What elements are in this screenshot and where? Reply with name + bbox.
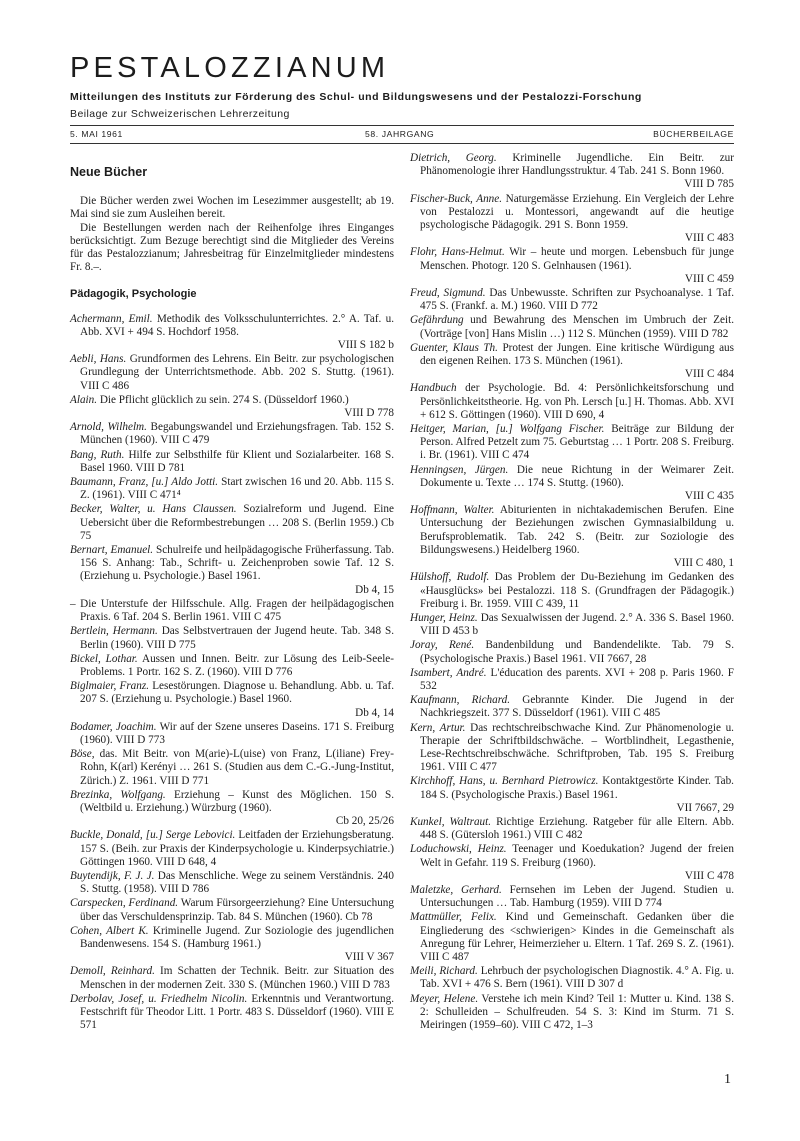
book-entry xyxy=(410,722,734,775)
book-details: Methodik des Volksschulunterrichtes. 2.° A. Taf. u. Abb. XVI + 494 S. Hochdorf 1958. xyxy=(80,312,394,338)
book-details: Schulreife und heilpädagogische Früherfassung. Tab. 156 S. Anhang: Tab., Schrift- u. Zeichenproben sowie Taf. 12 S. (Erziehung u. Psychologie.) Basel 1961. xyxy=(80,544,394,583)
book-author: Becker, Walter, u. Hans Claussen. xyxy=(70,503,237,516)
book-details: Das rechtschreibschwache Kind. Zur Phänomenologie u. Therapie der Schriftbildschwäche. – Wortblindheit, Legasthenie, Lese-Rechtschreibschwäche. Schriftproben, Tab. 195 S. Freiburg 1961. VIII C 477 xyxy=(420,721,734,774)
book-details: Begabungswandel und Erziehungsfragen. Tab. 152 S. München (1960). VIII C 479 xyxy=(80,421,394,447)
book-entry xyxy=(70,993,394,1033)
issue-date: 5. MAI 1961 xyxy=(70,129,123,139)
book-entry xyxy=(410,246,734,286)
book-entry xyxy=(410,667,734,693)
book-entry xyxy=(70,789,394,829)
book-entry xyxy=(70,503,394,543)
book-details: Protest der Jungen. Eine kritische Würdigung aus den eigenen Reihen. 173 S. München (1961). xyxy=(420,341,734,368)
book-author: Bang, Ruth. xyxy=(70,448,125,461)
book-author: Maletzke, Gerhard. xyxy=(410,883,502,896)
book-author: Freud, Sigmund. xyxy=(410,287,486,300)
book-details: Richtige Erziehung. Ratgeber für alle Eltern. Abb. 448 S. (Gütersloh 1961.) VIII C 482 xyxy=(420,815,734,842)
book-author: Bickel, Lothar. xyxy=(70,652,138,665)
book-entry xyxy=(70,394,394,420)
book-details: Sozialreform und Jugend. Eine Uebersicht über die Reformbestrebungen … 208 S. (Berlin 1959.) Cb 75 xyxy=(80,503,394,542)
book-author: Biglmaier, Franz. xyxy=(70,680,150,693)
right-column xyxy=(410,152,734,1033)
book-details: Das Problem der Du-Beziehung im Gedanken des «Hausglücks» bei Pestalozzi. 118 S. (Grundfragen der Pädagogik.) Freiburg i. Br. 1959. VIII C 439, 11 xyxy=(420,571,734,610)
book-author: Kunkel, Waltraut. xyxy=(410,815,492,828)
book-details: L'éducation des parents. XVI + 208 p. Paris 1960. F 532 xyxy=(420,666,734,692)
call-number: VIII C 480, 1 xyxy=(673,557,734,570)
book-author: Buckle, Donald, [u.] Serge Lebovici. xyxy=(70,829,236,842)
book-entry xyxy=(70,870,394,896)
book-author: Kern, Artur. xyxy=(410,721,466,734)
book-details: Leitfaden der Erziehungsberatung. 157 S. (Beih. zur Praxis der Kinderpsychologie u. Kinderpsychiatrie.) Göttingen 1960. VIII D 648, 4 xyxy=(80,829,394,868)
book-details: Abiturienten in nichtakademischen Berufen. Eine Untersuchung der Beziehungen zwischen Gymnasialbildung u. Berufsproblematik. Tab. 242 S. (Beitr. zur Soziologie des Bildungswesens.) Heidelberg 1960. xyxy=(420,504,734,556)
book-entry xyxy=(70,544,394,597)
book-details: Kind und Gemeinschaft. Gedanken über die Eingliederung des <schwierigen> Kindes in die Gemeinschaft als Anregung für Lehrer, Heimerzieher u. Eltern. 1 Taf. 269 S. Z. (1961). VIII C 487 xyxy=(420,911,734,963)
call-number: VIII C 483 xyxy=(684,232,734,245)
intro-paragraph: Die Bestellungen werden nach der Reihenfolge ihres Einganges berücksichtigt. Zum Bezuge berechtigt sind die Mitglieder des Vereins für das Pestalozzianum; Jahresbeitrag für Einzelmitglieder mindestens Fr. 8.–. xyxy=(70,221,394,274)
call-number: VIII S 182 b xyxy=(337,339,394,352)
book-details: Start zwischen 16 und 20. Abb. 115 S. Z. (1961). VIII C 471⁴ xyxy=(80,476,394,502)
book-author: Böse, xyxy=(70,748,95,761)
publication-title: PESTALOZZIANUM xyxy=(70,52,390,84)
book-details: Erkenntnis und Verantwortung. Festschrift für Theodor Litt. 1 Portr. 483 S. Düsseldorf (1960). VIII E 571 xyxy=(80,992,394,1032)
book-entry xyxy=(410,993,734,1033)
book-author: Flohr, Hans-Helmut. xyxy=(410,246,505,259)
book-entry xyxy=(410,816,734,842)
book-entry xyxy=(70,829,394,869)
book-entry xyxy=(70,598,394,624)
book-author: Arnold, Wilhelm. xyxy=(70,421,147,434)
book-details: das. Mit Beitr. von M(arie)-L(uise) von Franz, L(iliane) Frey-Rohn, K(arl) Kerényi … 261 S. (Studien aus dem C.-G.-Jung-Institut, Zürich.) Z. 1961. VIII D 771 xyxy=(80,748,394,787)
book-author: Bertlein, Hermann. xyxy=(70,625,158,638)
issue-year: 58. JAHRGANG xyxy=(365,129,435,139)
book-author: Fischer-Buck, Anne. xyxy=(410,192,503,205)
book-author: Buytendijk, F. J. J. xyxy=(70,869,155,882)
book-author: Loduchowski, Heinz. xyxy=(410,843,507,856)
book-entry xyxy=(70,965,394,991)
call-number: VIII C 478 xyxy=(684,869,734,882)
book-details: Die Pflicht glücklich zu sein. 274 S. (Düsseldorf 1960.) xyxy=(97,393,349,406)
book-details: Kontaktgestörte Kinder. Tab. 184 S. (Psychologische Praxis.) Basel 1961. xyxy=(420,775,734,801)
book-author: Gefährdung xyxy=(410,314,464,327)
book-details: Teenager und Koedukation? Jugend der freien Welt in Gefahr. 119 S. Freiburg (1960). xyxy=(420,843,734,869)
book-entry xyxy=(410,884,734,910)
book-author: Heitger, Marian, [u.] Wolfgang Fischer. xyxy=(410,423,605,436)
book-entry xyxy=(70,625,394,651)
book-details: Kriminelle Jugend. Zur Soziologie des jugendlichen Bandenwesens. 154 S. (Hamburg 1961.) xyxy=(80,924,394,950)
book-details: Gebrannte Kinder. Die Jugend in der Nachkriegszeit. 377 S. Düsseldorf (1961). VIII C 485 xyxy=(420,694,735,720)
book-entry xyxy=(410,612,734,638)
book-details: Die neue Richtung in der Weimarer Zeit. Dokumente u. Texte … 174 S. Stuttg. (1960). xyxy=(420,463,734,489)
book-details: Fernsehen im Leben der Jugend. Studien u. Untersuchungen … Tab. Hamburg (1959). VIII D 774 xyxy=(420,883,735,910)
book-details: Lehrbuch der psychologischen Diagnostik. 4.° A. Fig. u. Tab. XVI + 476 S. Bern (1961). VIII D 307 d xyxy=(420,965,734,991)
book-details: Naturgemässe Erziehung. Ein Vergleich der Lehre von Pestalozzi u. Montessori, angewandt auf die heutige psychologische Pädagogik. 291 S. Bonn 1959. xyxy=(420,192,734,232)
book-author: Demoll, Reinhard. xyxy=(70,965,155,978)
book-details: Das Unbewusste. Schriften zur Psychoanalyse. 1 Taf. 475 S. (Frankf. a. M.) 1960. VIII D 772 xyxy=(420,287,734,313)
book-entry xyxy=(70,680,394,720)
book-entry xyxy=(410,843,734,883)
book-author: Henningsen, Jürgen. xyxy=(410,463,509,476)
book-entry xyxy=(410,504,734,570)
book-details: Das Menschliche. Wege zu seinem Verständnis. 240 S. Stuttg. (1958). VIII D 786 xyxy=(80,869,394,896)
book-entry xyxy=(410,287,734,313)
call-number: VIII C 484 xyxy=(684,368,734,381)
intro-text xyxy=(70,195,394,274)
book-author: Isambert, André. xyxy=(410,666,487,679)
book-entry xyxy=(410,571,734,611)
book-details: Wir auf der Szene unseres Daseins. 171 S. Freiburg (1960). VIII D 773 xyxy=(80,720,394,746)
book-entry xyxy=(70,721,394,747)
book-author: Dietrich, Georg. xyxy=(410,152,497,164)
book-details: Aussen und Innen. Beitr. zur Lösung des Leib-Seele-Problems. 1 Portr. 162 S. Z. (1960). VIII D 776 xyxy=(80,652,394,678)
book-author: Joray, René. xyxy=(410,639,475,652)
book-list-right xyxy=(410,152,734,1032)
book-details: Wir – heute und morgen. Lebensbuch für junge Menschen. Photogr. 120 S. Gelnhausen (1961). xyxy=(420,246,734,272)
issue-section: BÜCHERBEILAGE xyxy=(653,129,734,139)
call-number: VIII D 785 xyxy=(684,178,734,191)
book-entry xyxy=(410,423,734,463)
call-number: VIII D 778 xyxy=(344,407,394,420)
book-author: Achermann, Emil. xyxy=(70,312,153,325)
book-entry xyxy=(410,911,734,964)
book-details: Verstehe ich mein Kind? Teil 1: Mutter u. Kind. 138 S. 2: Schulleiden – Schulfreuden. 54 S. 3: Kind im Sturm. 71 S. Meiringen (1959–60). VIII C 472, 1–3 xyxy=(420,992,734,1031)
call-number: Db 4, 14 xyxy=(355,706,394,719)
book-details: Lesestörungen. Diagnose u. Behandlung. Abb. u. Taf. 207 S. (Erziehung u. Psychologie.) Basel 1960. xyxy=(80,680,395,706)
book-author: Hülshoff, Rudolf. xyxy=(410,571,490,584)
category-heading: Pädagogik, Psychologie xyxy=(70,288,197,301)
section-heading: Neue Bücher xyxy=(70,165,148,179)
book-author: Bodamer, Joachim. xyxy=(70,720,157,733)
page-number: 1 xyxy=(724,1072,731,1087)
book-details: Im Schatten der Technik. Beitr. zur Situation des Menschen in der modernen Zeit. 330 S. (München 1960.) VIII D 783 xyxy=(80,965,394,991)
book-details: der Psychologie. Bd. 4: Persönlichkeitsforschung und Persönlichkeitstheorie. Hg. von Ph. Lersch [u.] H. Thomas. Abb. XVI + 612 S. Göttingen (1960). VIII D 690, 4 xyxy=(420,382,734,421)
book-author: Bernart, Emanuel. xyxy=(70,544,154,557)
book-entry xyxy=(70,476,394,502)
book-entry xyxy=(70,353,394,393)
book-details: – Die Unterstufe der Hilfsschule. Allg. Fragen der heilpädagogischen Praxis. 6 Taf. 204 S. Berlin 1961. VIII C 475 xyxy=(70,597,394,624)
book-author: Aebli, Hans. xyxy=(70,353,127,366)
book-author: Mattmüller, Felix. xyxy=(410,911,497,924)
book-author: Cohen, Albert K. xyxy=(70,924,149,937)
book-author: Hunger, Heinz. xyxy=(410,611,478,624)
book-details: Erziehung – Kunst des Möglichen. 150 S. (Weltbild u. Erziehung.) Würzburg (1960). xyxy=(80,788,394,814)
book-author: Kirchhoff, Hans, u. Bernhard Pietrowicz. xyxy=(410,775,599,788)
book-entry xyxy=(410,152,734,192)
book-entry xyxy=(410,342,734,382)
book-author: Carspecken, Ferdinand. xyxy=(70,897,179,910)
book-entry xyxy=(70,925,394,965)
issue-bar xyxy=(70,128,734,140)
book-author: Handbuch xyxy=(410,382,457,395)
book-entry xyxy=(410,464,734,504)
book-author: Baumann, Franz, [u.] Aldo Jotti. xyxy=(70,476,219,489)
book-details: Hilfe zur Selbsthilfe für Klient und Sozialarbeiter. 168 S. Basel 1960. VIII D 781 xyxy=(80,448,394,474)
left-column xyxy=(70,152,394,1033)
book-author: Meili, Richard. xyxy=(410,965,478,978)
call-number: VII 7667, 29 xyxy=(676,801,734,814)
book-details: Grundformen des Lehrens. Ein Beitr. zur psychologischen Grundlegung der Unterrichtsmethode. Abb. 202 S. Stuttg. (1961). VIII C 486 xyxy=(80,353,394,392)
book-entry xyxy=(410,965,734,991)
book-list-left xyxy=(70,313,394,1033)
call-number: Db 4, 15 xyxy=(355,583,394,596)
call-number: VIII C 459 xyxy=(684,272,734,285)
book-entry xyxy=(70,421,394,447)
call-number: Cb 20, 25/26 xyxy=(335,815,394,828)
book-entry xyxy=(410,639,734,665)
book-author: Guenter, Klaus Th. xyxy=(410,341,498,354)
book-details: Warum Fürsorgeerziehung? Eine Untersuchung über das Verschuldensprinzip. Tab. 84 S. München (1960). Cb 78 xyxy=(80,897,394,923)
book-details: Beiträge zur Bildung der Person. Alfred Petzelt zum 75. Geburtstag … 1 Portr. 208 S. Freiburg. i. Br. (1961). VIII C 474 xyxy=(420,423,734,462)
top-rule xyxy=(70,125,734,126)
book-details: Das Selbstvertrauen der Jugend heute. Tab. 348 S. Berlin (1960). VIII D 775 xyxy=(80,625,395,651)
bottom-rule xyxy=(70,143,734,144)
book-entry xyxy=(70,897,394,923)
book-details: Kriminelle Jugendliche. Ein Beitr. zur Phänomenologie ihrer Handlungsstruktur. 4 Tab. 241 S. Bonn 1960. xyxy=(420,152,734,178)
book-entry xyxy=(70,653,394,679)
book-entry xyxy=(410,193,734,246)
book-entry xyxy=(70,313,394,353)
masthead xyxy=(70,52,734,120)
book-author: Hoffmann, Walter. xyxy=(410,504,495,517)
book-details: Bandenbildung und Bandendelikte. Tab. 79 S. (Psychologische Praxis.) Basel 1961. VII 7667, 28 xyxy=(420,639,734,665)
intro-paragraph: Die Bücher werden zwei Wochen im Lesezimmer ausgestellt; ab 19. Mai sind sie zum Ausleihen bereit. xyxy=(70,195,394,221)
book-entry xyxy=(410,775,734,815)
book-entry xyxy=(410,382,734,422)
book-author: Kaufmann, Richard. xyxy=(410,694,511,707)
supplement-note: Beilage zur Schweizerischen Lehrerzeitung xyxy=(70,108,290,120)
book-entry xyxy=(410,694,734,720)
book-entry xyxy=(70,748,394,788)
book-entry xyxy=(410,314,734,340)
call-number: VIII C 435 xyxy=(684,490,734,503)
book-details: und Bewahrung des Menschen im Umbruch der Zeit. (Vorträge [von] Hans Mislin …) 112 S. München (1959). VIII D 782 xyxy=(420,314,734,340)
book-author: Derbolav, Josef, u. Friedhelm Nicolin. xyxy=(70,992,248,1005)
call-number: VIII V 367 xyxy=(344,951,394,964)
book-author: Alain. xyxy=(70,393,98,406)
book-author: Meyer, Helene. xyxy=(410,992,479,1005)
publication-subtitle: Mitteilungen des Instituts zur Förderung des Schul- und Bildungswesens und der Pestalozzi-Forschung xyxy=(70,91,642,103)
book-author: Brezinka, Wolfgang. xyxy=(70,788,166,801)
book-details: Das Sexualwissen der Jugend. 2.° A. 336 S. Basel 1960. VIII D 453 b xyxy=(420,611,734,638)
book-entry xyxy=(70,449,394,475)
